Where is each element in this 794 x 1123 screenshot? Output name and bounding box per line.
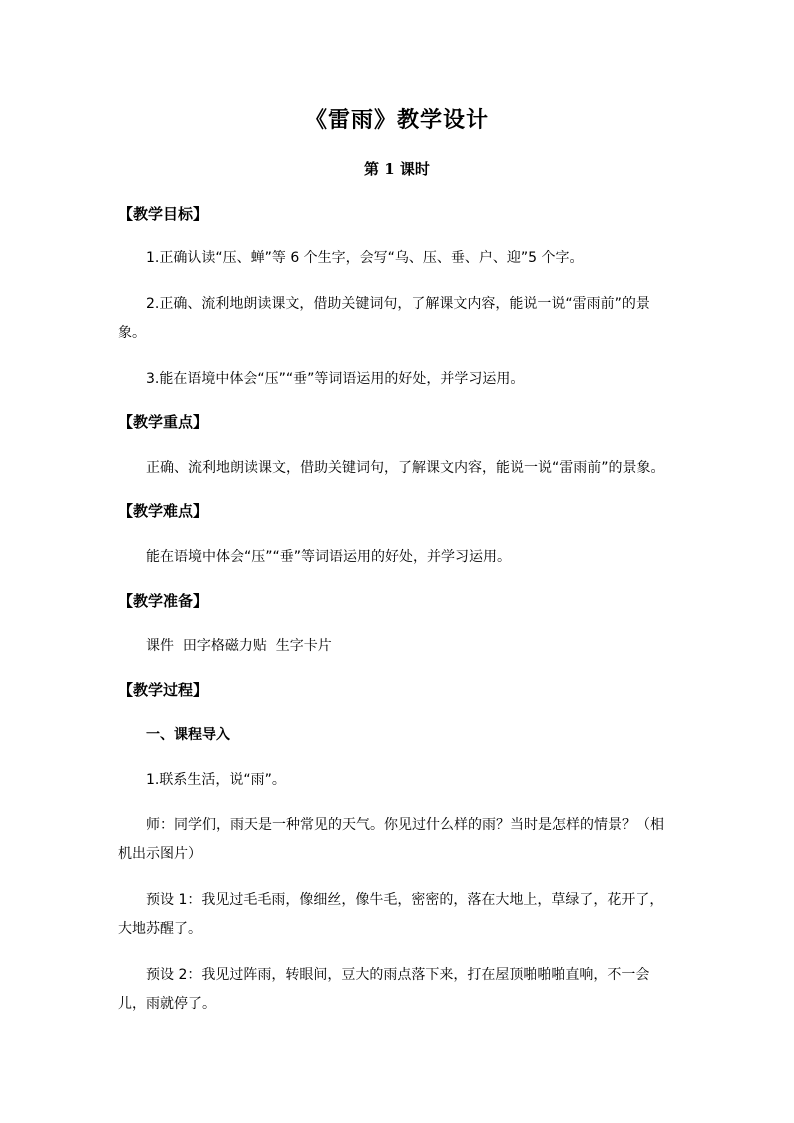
- heading-process: 【教学过程】: [118, 681, 209, 699]
- process-section-1: 一、课程导入: [146, 727, 230, 743]
- preset-2-line-2: 儿，雨就停了。: [118, 996, 216, 1012]
- objective-item-3: 3.能在语境中体会“压”“垂”等词语运用的好处，并学习运用。: [146, 371, 525, 387]
- document-title: 《雷雨》教学设计: [304, 107, 489, 133]
- heading-key-points: 【教学重点】: [118, 413, 209, 431]
- lesson-period: 第 1 课时: [364, 160, 430, 178]
- preset-1-line-2: 大地苏醒了。: [118, 921, 202, 937]
- difficult-points-text: 能在语境中体会“压”“垂”等词语运用的好处，并学习运用。: [146, 549, 512, 565]
- process-step-1: 1.联系生活，说“雨”。: [146, 772, 286, 788]
- teacher-prompt-line-2: 机出示图片）: [118, 846, 202, 862]
- preparation-text: 课件 田字格磁力贴 生字卡片: [146, 638, 332, 654]
- teacher-prompt-line-1: 师：同学们，雨天是一种常见的天气。你见过什么样的雨？当时是怎样的情景？（相: [146, 817, 664, 833]
- preset-1-line-1: 预设 1：我见过毛毛雨，像细丝，像牛毛，密密的，落在大地上，草绿了，花开了，: [146, 892, 664, 908]
- objective-item-1: 1.正确认读“压、蝉”等 6 个生字，会写“乌、压、垂、户、迎”5 个字。: [146, 250, 584, 266]
- key-points-text: 正确、流利地朗读课文，借助关键词句，了解课文内容，能说一说“雷雨前”的景象。: [146, 460, 665, 476]
- objective-item-2-line-2: 象。: [118, 325, 146, 341]
- preset-2-line-1: 预设 2：我见过阵雨，转眼间，豆大的雨点落下来，打在屋顶啪啪啪直响，不一会: [146, 967, 650, 983]
- heading-preparation: 【教学准备】: [118, 592, 209, 610]
- heading-objectives: 【教学目标】: [118, 205, 209, 223]
- heading-difficult-points: 【教学难点】: [118, 502, 209, 520]
- objective-item-2-line-1: 2.正确、流利地朗读课文，借助关键词句，了解课文内容，能说一说“雷雨前”的景: [146, 296, 650, 312]
